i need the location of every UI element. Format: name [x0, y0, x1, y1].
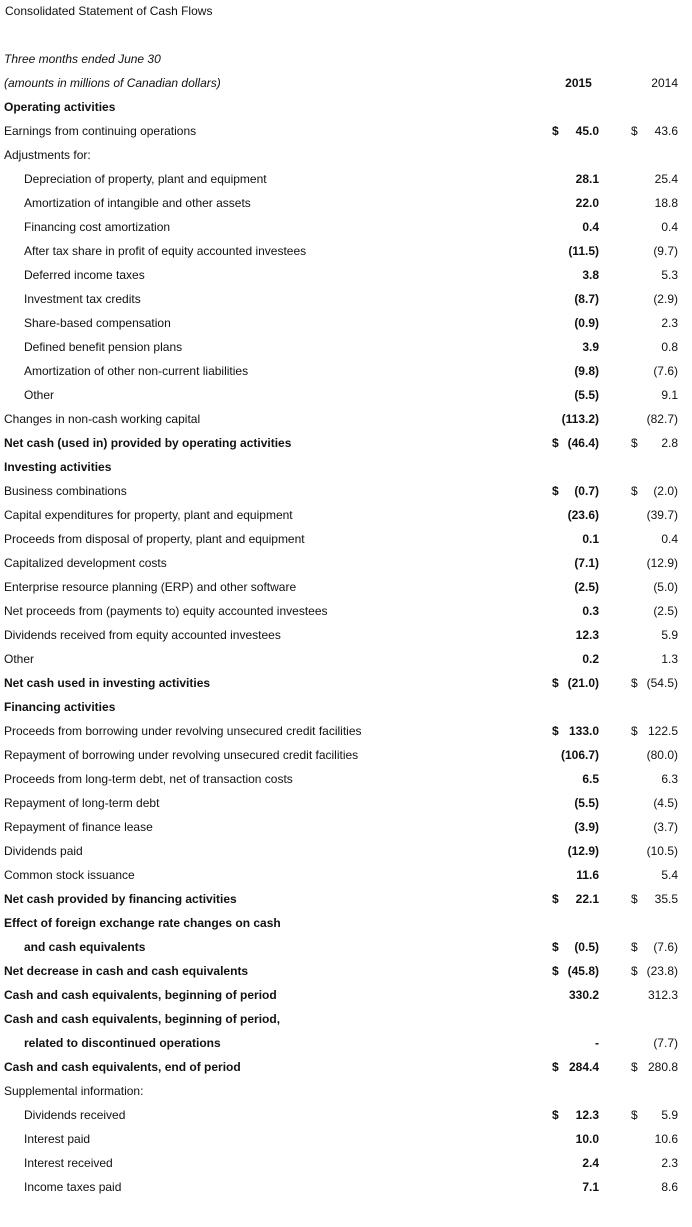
table-row — [0, 911, 692, 935]
value-2015 — [552, 647, 599, 671]
amount: (5.5) — [574, 796, 599, 810]
value-2015 — [552, 311, 599, 335]
currency-symbol: $ — [631, 124, 638, 138]
value-2015 — [552, 215, 599, 239]
amount: (11.5) — [568, 244, 599, 258]
table-row — [0, 263, 692, 287]
value-2014 — [631, 767, 678, 791]
value-2014 — [631, 863, 678, 887]
value-2015 — [552, 959, 599, 983]
amount: 22.1 — [575, 892, 599, 906]
row-label: Repayment of finance lease — [4, 820, 153, 834]
value-2014 — [631, 1031, 678, 1055]
value-2015 — [552, 407, 599, 431]
currency-symbol: $ — [552, 436, 559, 450]
value-2015 — [552, 1103, 599, 1127]
amount: 25.4 — [654, 172, 678, 186]
value-2014 — [631, 815, 678, 839]
amount: (46.4) — [567, 436, 599, 450]
table-row — [0, 1127, 692, 1151]
currency-symbol: $ — [552, 484, 559, 498]
amount: (7.1) — [574, 556, 599, 570]
value-2015 — [552, 527, 599, 551]
value-2014 — [631, 719, 678, 743]
value-2015 — [552, 239, 599, 263]
table-row — [0, 1055, 692, 1079]
statement-title: Consolidated Statement of Cash Flows — [5, 4, 213, 18]
value-2014 — [631, 1175, 678, 1199]
amount: 5.9 — [661, 1108, 678, 1122]
amount: (23.6) — [567, 508, 599, 522]
amount: (23.8) — [646, 964, 678, 978]
row-label: After tax share in profit of equity accounted investees — [24, 244, 307, 258]
value-2015 — [552, 1175, 599, 1199]
value-2015 — [552, 359, 599, 383]
row-label: Financing cost amortization — [24, 220, 171, 234]
table-row — [0, 335, 692, 359]
value-2015 — [552, 1055, 599, 1079]
row-label: Adjustments for: — [4, 148, 91, 162]
value-2015 — [552, 287, 599, 311]
value-2015 — [552, 167, 599, 191]
table-row — [0, 839, 692, 863]
row-label: Changes in non-cash working capital — [4, 412, 201, 426]
value-2015 — [552, 767, 599, 791]
value-2014 — [631, 743, 678, 767]
amount: (0.5) — [574, 940, 599, 954]
amount: 2.3 — [661, 316, 678, 330]
table-row — [0, 455, 692, 479]
table-row — [0, 623, 692, 647]
row-label: and cash equivalents — [24, 940, 146, 954]
table-row — [0, 503, 692, 527]
row-label: Net proceeds from (payments to) equity accounted investees — [4, 604, 328, 618]
value-2015 — [552, 815, 599, 839]
row-label: Net cash used in investing activities — [4, 676, 211, 690]
row-label: Proceeds from long-term debt, net of transaction costs — [4, 772, 293, 786]
column-header-2015: 2015 — [565, 76, 592, 90]
currency-symbol: $ — [631, 724, 638, 738]
value-2015 — [552, 887, 599, 911]
value-2014 — [631, 791, 678, 815]
table-row — [0, 767, 692, 791]
value-2014 — [631, 119, 678, 143]
amount: (7.7) — [653, 1036, 678, 1050]
row-label: Three months ended June 30 — [4, 52, 161, 66]
row-label: Deferred income taxes — [24, 268, 145, 282]
value-2014 — [631, 839, 678, 863]
value-2015 — [552, 383, 599, 407]
table-row — [0, 71, 692, 95]
amount: 0.8 — [661, 340, 678, 354]
value-2014 — [631, 527, 678, 551]
row-label: Proceeds from borrowing under revolving unsecured credit facilities — [4, 724, 362, 738]
value-2015 — [552, 671, 599, 695]
value-2015 — [552, 119, 599, 143]
row-label: Cash and cash equivalents, beginning of period, — [4, 1012, 281, 1026]
table-row — [0, 887, 692, 911]
amount: (45.8) — [567, 964, 599, 978]
table-row — [0, 959, 692, 983]
value-2014 — [631, 935, 678, 959]
amount: 12.3 — [575, 1108, 599, 1122]
value-2015 — [552, 551, 599, 575]
value-2014 — [631, 647, 678, 671]
currency-symbol: $ — [552, 1060, 559, 1074]
value-2014 — [631, 335, 678, 359]
value-2015 — [552, 335, 599, 359]
value-2014 — [631, 575, 678, 599]
amount: 5.9 — [661, 628, 678, 642]
amount: 22.0 — [575, 196, 599, 210]
amount: (2.0) — [653, 484, 678, 498]
amount: (54.5) — [646, 676, 678, 690]
amount: 280.8 — [647, 1060, 678, 1074]
currency-symbol: $ — [631, 484, 638, 498]
amount: 12.3 — [575, 628, 599, 642]
row-label: Repayment of borrowing under revolving unsecured credit facilities — [4, 748, 359, 762]
currency-symbol: $ — [631, 964, 638, 978]
row-label: Capital expenditures for property, plant and equipment — [4, 508, 293, 522]
value-2014 — [631, 551, 678, 575]
amount: 35.5 — [654, 892, 678, 906]
amount: (7.6) — [653, 940, 678, 954]
table-row — [0, 863, 692, 887]
row-label: Amortization of other non-current liabilities — [24, 364, 249, 378]
table-row — [0, 1151, 692, 1175]
value-2015 — [552, 1031, 599, 1055]
row-label: Dividends received from equity accounted investees — [4, 628, 281, 642]
row-label: Business combinations — [4, 484, 127, 498]
row-label: Operating activities — [4, 100, 116, 114]
value-2014 — [631, 623, 678, 647]
table-row — [0, 239, 692, 263]
amount: (21.0) — [567, 676, 599, 690]
amount: 7.1 — [582, 1180, 599, 1194]
row-label: Cash and cash equivalents, end of period — [4, 1060, 241, 1074]
amount: 45.0 — [575, 124, 599, 138]
amount: 5.4 — [661, 868, 678, 882]
row-label: Cash and cash equivalents, beginning of period — [4, 988, 277, 1002]
amount: 133.0 — [568, 724, 599, 738]
row-label: Defined benefit pension plans — [24, 340, 183, 354]
value-2015 — [552, 503, 599, 527]
table-row — [0, 143, 692, 167]
amount: 330.2 — [568, 988, 599, 1002]
amount: (106.7) — [560, 748, 599, 762]
value-2015 — [552, 839, 599, 863]
amount: (113.2) — [561, 412, 599, 426]
row-label: Effect of foreign exchange rate changes on cash — [4, 916, 281, 930]
value-2015 — [552, 719, 599, 743]
amount: 11.6 — [576, 868, 599, 882]
amount: (5.0) — [653, 580, 678, 594]
value-2015 — [552, 263, 599, 287]
value-2014 — [631, 239, 678, 263]
row-label: Supplemental information: — [4, 1084, 144, 1098]
table-row — [0, 599, 692, 623]
value-2015 — [552, 431, 599, 455]
table-row — [0, 743, 692, 767]
table-row — [0, 191, 692, 215]
amount: (3.9) — [574, 820, 599, 834]
row-label: (amounts in millions of Canadian dollars) — [4, 76, 221, 90]
table-row — [0, 479, 692, 503]
table-row — [0, 815, 692, 839]
value-2015 — [552, 575, 599, 599]
value-2014 — [631, 287, 678, 311]
amount: 6.3 — [661, 772, 678, 786]
amount: 312.3 — [647, 988, 678, 1002]
table-row — [0, 791, 692, 815]
table-row — [0, 119, 692, 143]
row-label: Common stock issuance — [4, 868, 135, 882]
amount: 10.0 — [575, 1132, 599, 1146]
row-label: Net cash (used in) provided by operating activities — [4, 436, 292, 450]
table-row — [0, 1031, 692, 1055]
amount: 8.6 — [661, 1180, 678, 1194]
row-label: Earnings from continuing operations — [4, 124, 197, 138]
currency-symbol: $ — [631, 940, 638, 954]
row-label: Investment tax credits — [24, 292, 141, 306]
value-2014 — [631, 959, 678, 983]
value-2015 — [552, 599, 599, 623]
amount: 0.4 — [661, 220, 678, 234]
value-2015 — [552, 983, 599, 1007]
amount: 28.1 — [575, 172, 599, 186]
table-row — [0, 383, 692, 407]
value-2014 — [631, 599, 678, 623]
amount: 5.3 — [661, 268, 678, 282]
row-label: Enterprise resource planning (ERP) and other software — [4, 580, 297, 594]
currency-symbol: $ — [552, 940, 559, 954]
value-2014 — [631, 359, 678, 383]
currency-symbol: $ — [631, 436, 638, 450]
amount: 0.1 — [582, 532, 599, 546]
amount: (80.0) — [646, 748, 678, 762]
row-label: Net cash provided by financing activities — [4, 892, 237, 906]
table-row — [0, 695, 692, 719]
amount: (2.5) — [574, 580, 599, 594]
row-label: Investing activities — [4, 460, 112, 474]
table-row — [0, 551, 692, 575]
value-2015 — [552, 935, 599, 959]
amount: (2.9) — [653, 292, 678, 306]
value-2014 — [631, 215, 678, 239]
value-2015 — [552, 479, 599, 503]
amount: 9.1 — [661, 388, 678, 402]
row-label: related to discontinued operations — [24, 1036, 221, 1050]
row-label: Other — [24, 388, 55, 402]
amount: (39.7) — [646, 508, 678, 522]
amount: (12.9) — [567, 844, 599, 858]
value-2014 — [631, 1055, 678, 1079]
table-row — [0, 215, 692, 239]
amount: (9.7) — [653, 244, 678, 258]
currency-symbol: $ — [631, 1060, 638, 1074]
table-row — [0, 671, 692, 695]
amount: 6.5 — [582, 772, 599, 786]
amount: (10.5) — [646, 844, 678, 858]
amount: (82.7) — [646, 412, 678, 426]
value-2015 — [552, 1127, 599, 1151]
column-header-2014: 2014 — [651, 76, 678, 90]
currency-symbol: $ — [552, 676, 559, 690]
amount: 0.2 — [582, 652, 599, 666]
table-row — [0, 311, 692, 335]
value-2014 — [631, 431, 678, 455]
value-2014 — [631, 1127, 678, 1151]
amount: 43.6 — [654, 124, 678, 138]
amount: (12.9) — [646, 556, 678, 570]
row-label: Proceeds from disposal of property, plant and equipment — [4, 532, 305, 546]
amount: 18.8 — [654, 196, 678, 210]
table-row — [0, 1007, 692, 1031]
currency-symbol: $ — [552, 724, 559, 738]
row-label: Other — [4, 652, 35, 666]
value-2014 — [631, 407, 678, 431]
amount: (8.7) — [574, 292, 599, 306]
value-2015 — [552, 623, 599, 647]
table-row — [0, 287, 692, 311]
row-label: Amortization of intangible and other assets — [24, 196, 251, 210]
amount: 122.5 — [647, 724, 678, 738]
table-row — [0, 935, 692, 959]
value-2014 — [631, 167, 678, 191]
cash-flow-table — [0, 47, 692, 1199]
currency-symbol: $ — [552, 964, 559, 978]
table-row — [0, 431, 692, 455]
amount: 0.3 — [582, 604, 599, 618]
row-label: Income taxes paid — [24, 1180, 122, 1194]
currency-symbol: $ — [552, 124, 559, 138]
amount: 0.4 — [661, 532, 678, 546]
amount: (2.5) — [653, 604, 678, 618]
table-row — [0, 719, 692, 743]
row-label: Net decrease in cash and cash equivalents — [4, 964, 249, 978]
row-label: Share-based compensation — [24, 316, 171, 330]
value-2015 — [552, 863, 599, 887]
table-row — [0, 359, 692, 383]
row-label: Dividends received — [24, 1108, 126, 1122]
value-2014 — [631, 263, 678, 287]
row-label: Depreciation of property, plant and equipment — [24, 172, 267, 186]
amount: 10.6 — [654, 1132, 678, 1146]
currency-symbol: $ — [552, 892, 559, 906]
value-2014 — [631, 983, 678, 1007]
amount: (5.5) — [574, 388, 599, 402]
amount: 3.9 — [582, 340, 599, 354]
value-2014 — [631, 1103, 678, 1127]
currency-symbol: $ — [631, 676, 638, 690]
currency-symbol: $ — [631, 1108, 638, 1122]
currency-symbol: $ — [631, 892, 638, 906]
value-2015 — [552, 1151, 599, 1175]
value-2015 — [552, 791, 599, 815]
table-row — [0, 1079, 692, 1103]
value-2014 — [631, 1151, 678, 1175]
table-row — [0, 527, 692, 551]
value-2014 — [631, 311, 678, 335]
amount: 3.8 — [582, 268, 599, 282]
row-label: Capitalized development costs — [4, 556, 167, 570]
value-2015 — [552, 191, 599, 215]
amount: 2.8 — [661, 436, 678, 450]
table-row — [0, 1103, 692, 1127]
amount: (9.8) — [574, 364, 599, 378]
amount: (3.7) — [653, 820, 678, 834]
amount: (0.9) — [574, 316, 599, 330]
value-2014 — [631, 479, 678, 503]
table-row — [0, 407, 692, 431]
value-2014 — [631, 503, 678, 527]
row-label: Dividends paid — [4, 844, 83, 858]
table-row — [0, 47, 692, 71]
amount: 1.3 — [661, 652, 678, 666]
table-row — [0, 575, 692, 599]
value-2014 — [631, 191, 678, 215]
currency-symbol: $ — [552, 1108, 559, 1122]
amount: 0.4 — [582, 220, 599, 234]
amount: - — [595, 1036, 599, 1050]
amount: (0.7) — [574, 484, 599, 498]
table-row — [0, 167, 692, 191]
row-label: Interest paid — [24, 1132, 91, 1146]
row-label: Interest received — [24, 1156, 113, 1170]
table-row — [0, 1175, 692, 1199]
value-2014 — [631, 671, 678, 695]
table-row — [0, 647, 692, 671]
amount: 2.4 — [582, 1156, 599, 1170]
row-label: Repayment of long-term debt — [4, 796, 160, 810]
table-row — [0, 95, 692, 119]
amount: (4.5) — [653, 796, 678, 810]
amount: (7.6) — [653, 364, 678, 378]
amount: 284.4 — [568, 1060, 599, 1074]
row-label: Financing activities — [4, 700, 116, 714]
value-2014 — [631, 887, 678, 911]
table-row — [0, 983, 692, 1007]
value-2015 — [552, 743, 599, 767]
amount: 2.3 — [661, 1156, 678, 1170]
value-2014 — [631, 383, 678, 407]
